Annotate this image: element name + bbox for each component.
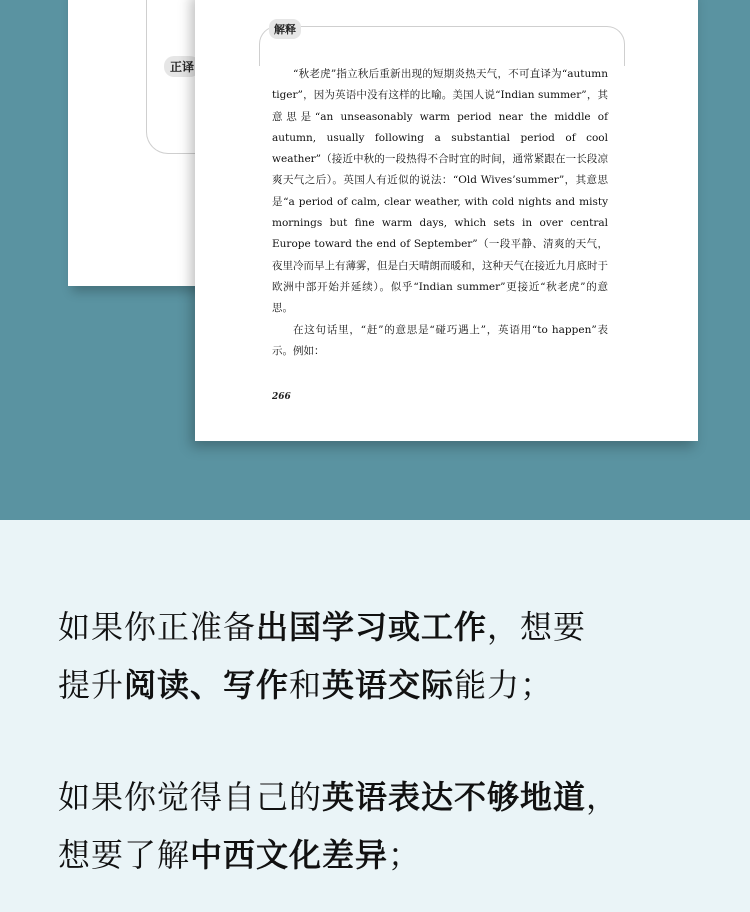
explanation-body: [272, 64, 608, 362]
promo-highlight-text: 英语表达不够地道: [322, 778, 587, 816]
promo-text: 能力；: [454, 666, 554, 704]
promo-highlight-text: 出国学习或工作: [256, 608, 488, 646]
explanation-section-label: 解释: [269, 19, 301, 39]
explanation-paragraph: “秋老虎”指立秋后重新出现的短期炎热天气，不可直译为“autumn tiger”，因为英语中没有这样的比喻。美国人说“Indian summer”，其意思是“an unseasonably warm period near the middle of autumn, usually following a substantial period of cool weather”（接近中秋的一段热得不合时宜的时间，通常紧跟在一长段凉爽天气之后）。英国人有近似的说法：“Old Wives’summer”，其意思是“a period of calm, clear weather, with cold nights and misty mornings but fine warm days, which sets in over central Europe toward the end of September”（一段平静、清爽的天气，夜里冷而早上有薄雾，但是白天晴朗而暖和，这种天气在接近九月底时于欧洲中部开始并延续）。似乎“Indian summer”更接近“秋老虎”的意思。: [272, 68, 608, 315]
back-page-section-label: 正译: [164, 56, 200, 77]
promo-text: ，想要: [487, 608, 587, 646]
promo-line-2: [58, 660, 553, 706]
promo-highlight-text: 阅读、写作: [124, 666, 290, 704]
promo-line-3: [58, 772, 619, 818]
promo-text: 和: [289, 666, 323, 704]
promo-highlight-text: 英语交际: [322, 666, 455, 704]
page-number: 266: [272, 392, 291, 402]
promo-text: ；: [388, 836, 422, 874]
promo-text: 如果你觉得自己的: [58, 778, 323, 816]
promo-highlight-text: 中西文化差异: [190, 836, 389, 874]
promo-text: 想要了解: [58, 836, 191, 874]
explanation-paragraph: 在这句话里，“赶”的意思是“碰巧遇上”，英语用“to happen”表示。例如：: [272, 323, 608, 357]
promo-line-1: [58, 602, 586, 648]
promo-text: 提升: [58, 666, 125, 704]
explanation-box-frame: [259, 26, 625, 66]
promo-text: ，: [586, 778, 620, 816]
promo-text: 如果你正准备: [58, 608, 257, 646]
promo-line-4: [58, 830, 421, 876]
front-book-page: [195, 0, 698, 441]
